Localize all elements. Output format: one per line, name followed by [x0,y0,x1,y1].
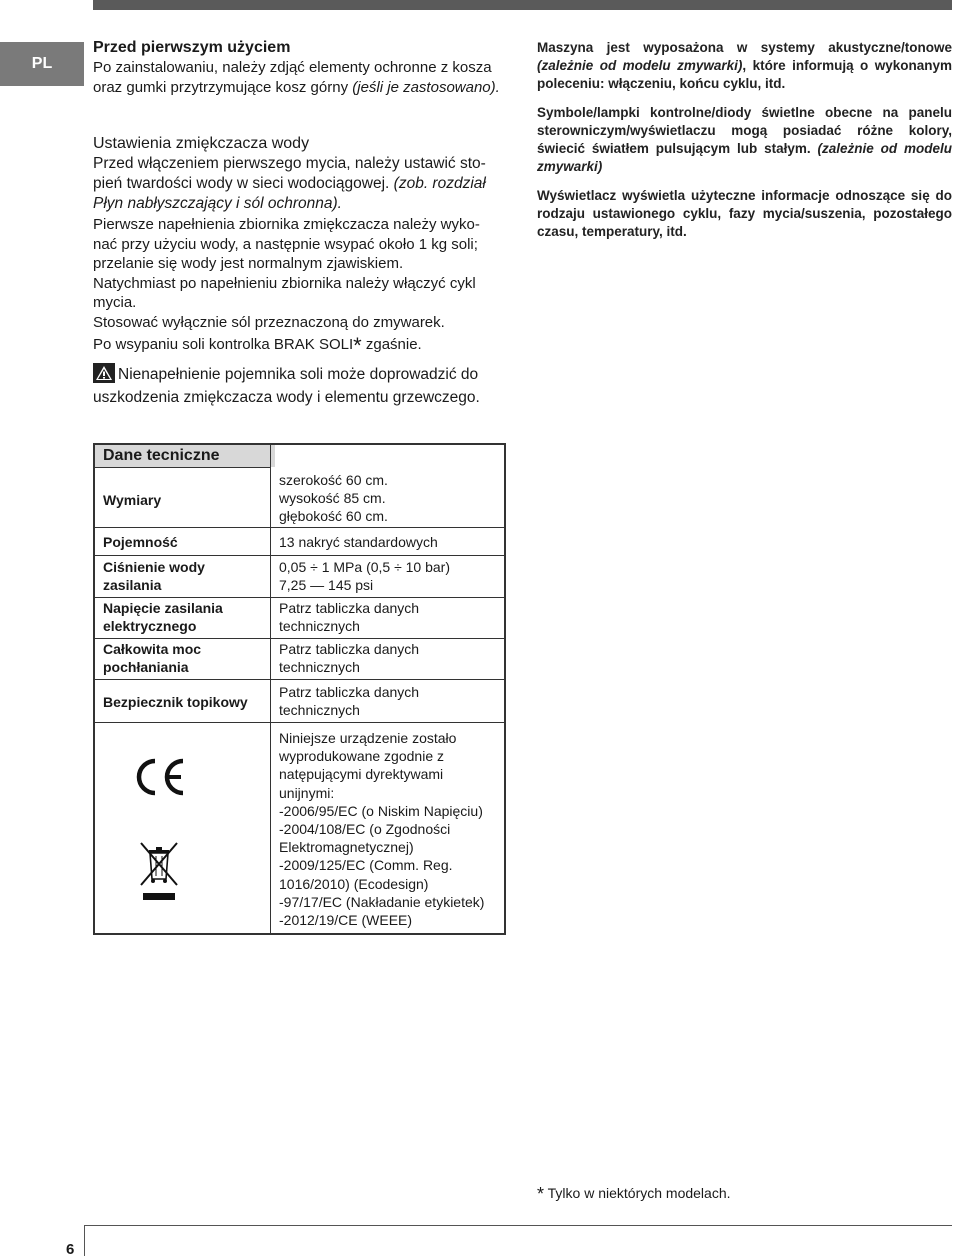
language-tab-label: PL [31,55,53,72]
directive-line: -97/17/EC (Nakładanie etykietek) [279,893,485,910]
directive-line: Elektromagnetycznej) [279,839,414,856]
row-label [103,599,268,635]
row-value [279,599,509,635]
filling-text [93,215,507,274]
label-line: pochłaniania [103,659,189,675]
softener-text [93,154,507,214]
directives-row [95,729,504,929]
weee-crossed-bin-icon [137,841,181,907]
value-line: Patrz tabliczka danych [279,600,420,616]
softener-ref1: (zob. rozdział [393,175,486,192]
value-line: technicznych [279,659,360,675]
footer-vertical-rule [84,1225,85,1256]
asterisk-marker: * [353,333,362,358]
display-text: Wyświetlacz wyświetla użyteczne informacje odnoszące się do rodzaju ustawionego cyklu, fazy mycia/suszenia, pozostałego czasu, temperatury, itd. [537,188,952,239]
warning-line1: Nienapełnienie pojemnika soli może doprowadzić do [118,365,479,383]
indicator-lights-text [537,104,952,176]
start-cycle-line1: Natychmiast po napełnieniu zbiornika należy włączyć cykl [93,274,476,292]
row-divider [95,597,504,598]
salt-indicator-post: zgaśnie. [361,336,422,353]
row-divider [95,638,504,639]
heading-water-softener: Ustawienia zmiękczacza wody [93,135,310,152]
row-value [279,471,509,525]
acoustic-part2: , które informują o wykonanym poleceniu: włączeniu, końcu cyklu, itd. [537,58,952,91]
value-line: głębokość 60 cm. [279,508,388,524]
technical-data-table [93,443,506,935]
warning-text [93,363,507,408]
value-line: 0,05 ÷ 1 MPa (0,5 ÷ 10 bar) [279,559,451,575]
row-value: 13 nakryć standardowych [279,534,438,550]
salt-type-text: Stosować wyłącznie sól przeznaczoną do zmywarek. [93,313,445,331]
salt-indicator-text [93,335,507,356]
table-row [95,471,504,527]
salt-indicator-pre: Po wsypaniu soli kontrolka BRAK SOLI [93,336,354,353]
ce-mark-icon [131,757,187,801]
first-use-line1: Po zainstalowaniu, należy zdjąć elementy ochronne z kosza [93,59,492,76]
directive-line: wyprodukowane zgodnie z [279,748,444,765]
row-value [279,683,509,719]
directive-line: natępującymi dyrektywami [279,766,444,783]
table-row [95,599,504,637]
warning-icon [93,363,115,389]
acoustic-systems-text [537,39,952,93]
value-line: technicznych [279,702,360,718]
table-title: Dane tecniczne [95,445,275,467]
row-label: Pojemność [103,534,178,550]
row-divider [95,679,504,680]
warning-line2: uszkodzenia zmiękczacza wody i elementu grzewczego. [93,389,480,406]
indicator-note: (zależnie od modelu zmywarki) [537,141,952,174]
page-number: 6 [66,1241,75,1258]
table-row [95,640,504,678]
label-line: zasilania [103,577,162,593]
directive-line: -2006/95/EC (o Niskim Napięciu) [279,802,483,819]
heading-first-use: Przed pierwszym użyciem [93,39,291,56]
value-line: Patrz tabliczka danych [279,684,420,700]
footnote [537,1184,731,1205]
value-line: szerokość 60 cm. [279,472,388,488]
value-line: 7,25 — 145 psi [279,577,374,593]
row-divider [95,467,270,468]
start-cycle-line2: mycia. [93,294,137,311]
footer-rule [84,1225,952,1226]
directive-line: -2004/108/EC (o Zgodności [279,821,451,838]
label-line: Napięcie zasilania [103,600,223,616]
top-header-bar [93,0,952,10]
directive-line: -2009/125/EC (Comm. Reg. [279,857,453,874]
table-row [95,558,504,596]
row-divider [95,555,504,556]
value-line: technicznych [279,618,360,634]
filling-line3: przelanie się wody jest normalnym zjawiskiem. [93,255,404,272]
footnote-text: Tylko w niektórych modelach. [544,1185,731,1201]
start-cycle-text [93,274,507,313]
indicator-part1: Symbole/lampki kontrolne/diody świetlne obecne na panelu sterowniczym/wyświetlaczu mogą posiadać różne kolory, świecić światłem pulsującym lub stałym. [537,105,952,156]
row-divider [95,722,504,723]
acoustic-note: (zależnie od modelu zmywarki) [537,58,743,73]
row-label [103,640,268,676]
softener-ref2: Płyn nabłyszczający i sól ochronna). [93,195,342,212]
row-divider [95,527,504,528]
value-line: wysokość 85 cm. [279,490,386,506]
softener-line2: pień twardości wody w sieci wodociągowej. [93,175,394,192]
filling-line2: nać przy użyciu wody, a następnie wsypać około 1 kg soli; [93,235,478,253]
softener-line1: Przed włączeniem pierwszego mycia, należy ustawić sto- [93,155,486,172]
first-use-text [93,58,507,97]
directives-list [279,729,509,929]
directive-line: -2012/19/CE (WEEE) [279,912,413,929]
label-line: Ciśnienie wody [103,559,205,575]
row-label [103,558,268,594]
acoustic-part1: Maszyna jest wyposażona w systemy akustyczne/tonowe [537,40,952,55]
left-column [93,38,507,408]
first-use-line2: oraz gumki przytrzymujące kosz górny [93,78,353,96]
value-line: Patrz tabliczka danych [279,641,420,657]
filling-line1: Pierwsze napełnienia zbiornika zmiękczacza należy wyko- [93,216,480,233]
directive-line: 1016/2010) (Ecodesign) [279,875,429,892]
row-value [279,640,509,676]
table-row [95,533,504,553]
language-tab [0,42,84,86]
directive-line: unijnymi: [279,784,335,801]
directive-line: Niniejsze urządzenie zostało [279,730,457,746]
footnote-asterisk: * [537,1184,545,1204]
right-column [537,39,952,252]
row-label: Wymiary [103,492,162,508]
row-label: Bezpiecznik topikowy [103,694,248,710]
first-use-note: (jeśli je zastosowano). [352,78,500,96]
row-value [279,558,509,594]
label-line: Całkowita moc [103,641,202,657]
label-line: elektrycznego [103,618,197,634]
table-row [95,683,504,721]
